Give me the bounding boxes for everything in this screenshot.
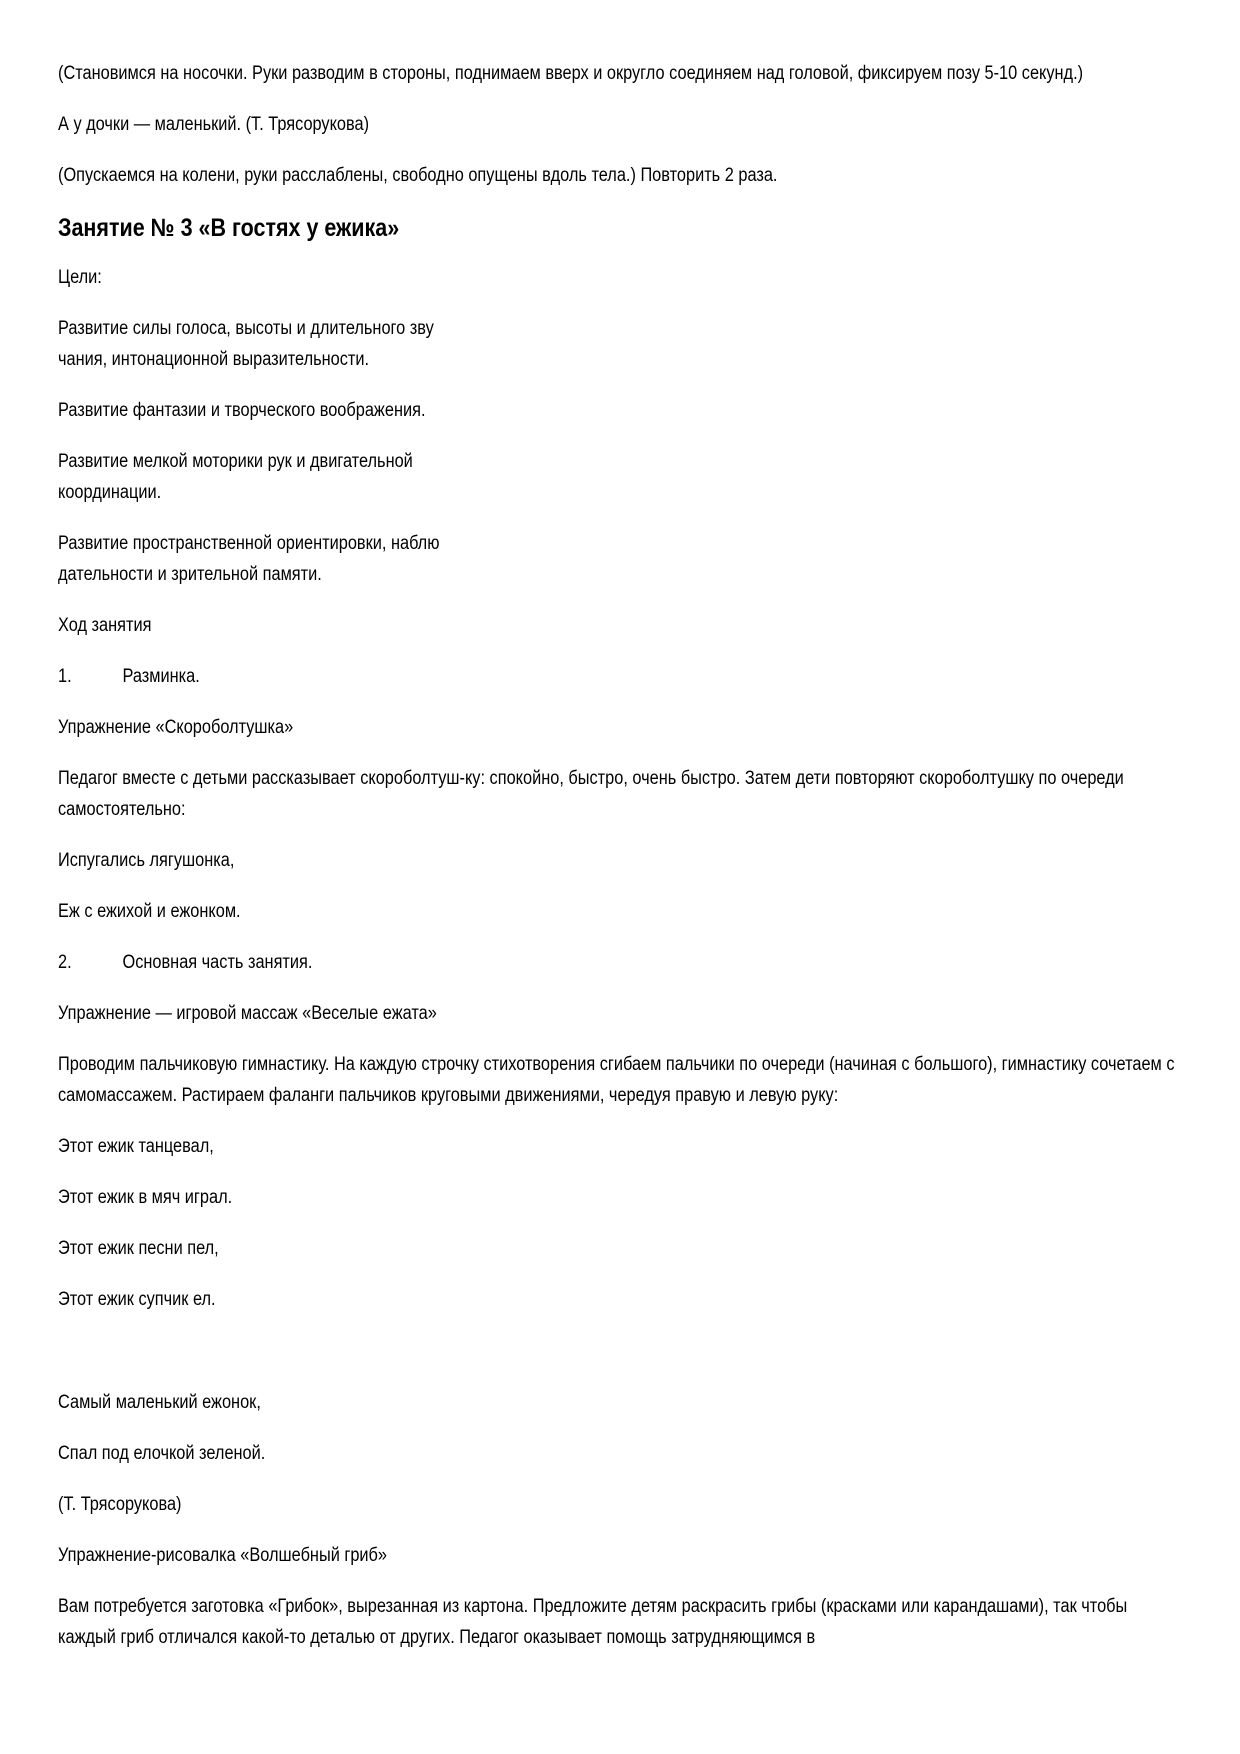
- numbered-item-warmup: [58, 661, 1185, 692]
- exercise-title-tongue-twister: Упражнение «Скороболтушка»: [58, 717, 294, 738]
- verse-line: Этот ежик супчик ел.: [58, 1289, 216, 1310]
- verse-line: Спал под елочкой зеленой.: [58, 1443, 266, 1464]
- goal-voice-line-1: Развитие силы голоса, высоты и длительного зву: [58, 318, 434, 339]
- item-number: 2.: [58, 952, 72, 973]
- goal-motor-skills: [58, 446, 488, 508]
- item-text: Разминка.: [122, 666, 200, 687]
- exercise-description-massage: Проводим пальчиковую гимнастику. На каждую строчку стихотворения сгибаем пальчики по очереди (начиная с большого), гимнастику сочетаем с самомассажем. Растираем фаланги пальчиков круговыми движениями, чередуя правую и левую руку:: [58, 1054, 1175, 1106]
- goal-orientation-line-1: Развитие пространственной ориентировки, наблю: [58, 533, 440, 554]
- item-text: Основная часть занятия.: [122, 952, 313, 973]
- goals-label: Цели:: [58, 267, 102, 288]
- item-number: 1.: [58, 666, 72, 687]
- verse-line: Этот ежик песни пел,: [58, 1238, 219, 1259]
- goal-orientation-line-2: дательности и зрительной памяти.: [58, 564, 322, 585]
- paragraph-verse-line: А у дочки — маленький. (Т. Трясорукова): [58, 114, 370, 135]
- verse-line: Испугались лягушонка,: [58, 850, 235, 871]
- verse-author: (Т. Трясорукова): [58, 1494, 182, 1515]
- goal-voice-line-2: чания, интонационной выразительности.: [58, 349, 370, 370]
- goal-motor-line-2: координации.: [58, 482, 162, 503]
- exercise-title-drawing: Упражнение-рисовалка «Волшебный гриб»: [58, 1545, 387, 1566]
- verse-line: Еж с ежихой и ежонком.: [58, 901, 241, 922]
- goal-fantasy: Развитие фантазии и творческого воображения.: [58, 400, 426, 421]
- paragraph-kneel-instruction: (Опускаемся на колени, руки расслаблены, свободно опущены вдоль тела.) Повторить 2 раза.: [58, 165, 778, 186]
- goal-voice: [58, 313, 488, 375]
- document-body: [58, 58, 1188, 1673]
- lesson-heading: Занятие № 3 «В гостях у ежика»: [58, 214, 400, 242]
- exercise-description-drawing: Вам потребуется заготовка «Грибок», вырезанная из картона. Предложите детям раскрасить грибы (красками или карандашами), так чтобы каждый гриб отличался какой-то деталью от других. Педагог оказывает помощь затрудняющимся в: [58, 1596, 1128, 1648]
- verse-line: Самый маленький ежонок,: [58, 1392, 261, 1413]
- blank-spacer: [58, 1335, 1188, 1387]
- goal-motor-line-1: Развитие мелкой моторики рук и двигательной: [58, 451, 413, 472]
- paragraph-pose-instruction: (Становимся на носочки. Руки разводим в стороны, поднимаем вверх и округло соединяем над головой, фиксируем позу 5-10 секунд.): [58, 63, 1084, 84]
- exercise-description-tongue-twister: Педагог вместе с детьми рассказывает скороболтуш-ку: спокойно, быстро, очень быстро. Затем дети повторяют скороболтушку по очереди самостоятельно:: [58, 768, 1124, 820]
- course-label: Ход занятия: [58, 615, 152, 636]
- verse-line: Этот ежик в мяч играл.: [58, 1187, 233, 1208]
- goal-orientation: [58, 528, 488, 590]
- verse-line: Этот ежик танцевал,: [58, 1136, 214, 1157]
- exercise-title-massage: Упражнение — игровой массаж «Веселые ежата»: [58, 1003, 437, 1024]
- numbered-item-main-part: [58, 947, 1185, 978]
